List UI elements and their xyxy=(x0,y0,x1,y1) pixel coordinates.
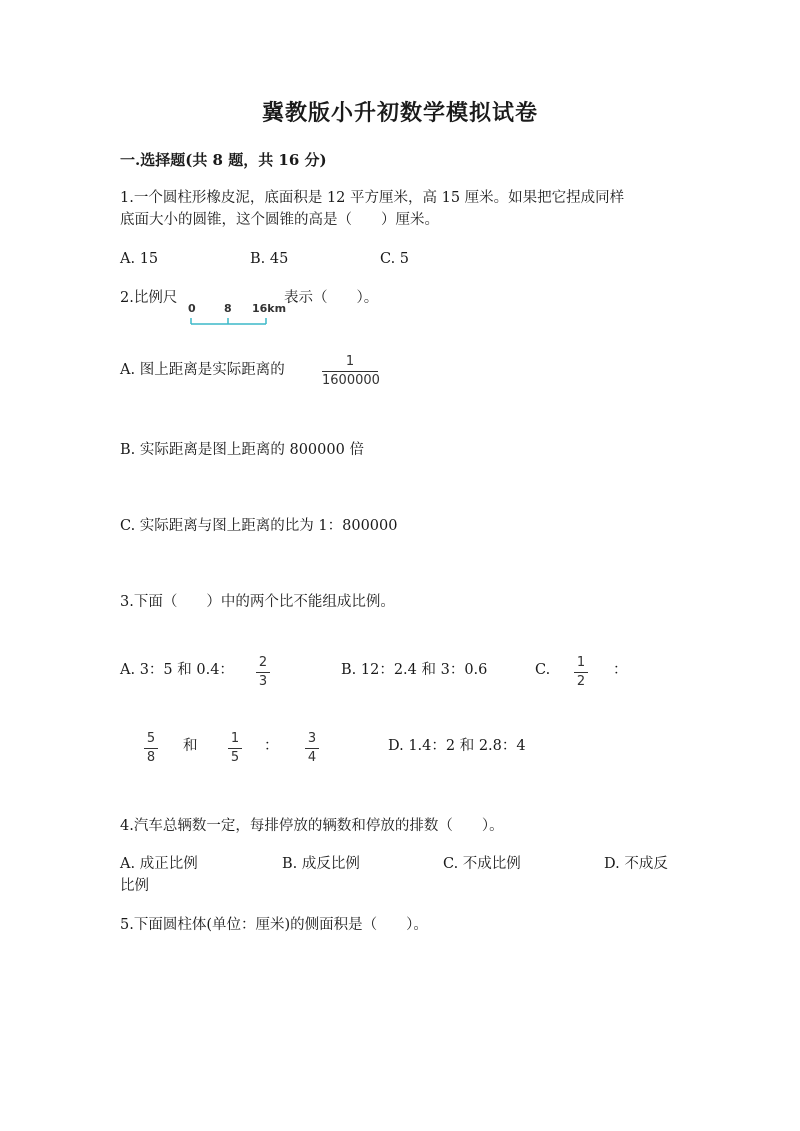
q3-option-c-fraction-1 xyxy=(574,655,588,690)
fraction-denominator: 4 xyxy=(307,750,317,765)
q3-option-a[interactable]: A. 3：5 和 0.4： xyxy=(120,662,234,678)
fraction-denominator: 8 xyxy=(146,750,156,765)
q3-option-a-fraction xyxy=(256,655,270,690)
colon-symbol: ： xyxy=(264,738,279,754)
q2-option-a-fraction xyxy=(322,354,378,389)
colon-symbol: ： xyxy=(613,662,628,678)
q4-option-a[interactable]: A. 成正比例 xyxy=(120,856,198,872)
section-heading: 一.选择题(共 8 题，共 16 分) xyxy=(120,151,327,169)
q2-option-a[interactable]: A. 图上距离是实际距离的 xyxy=(120,362,285,378)
q4-option-b[interactable]: B. 成反比例 xyxy=(282,856,360,872)
q4-option-d[interactable]: D. 不成反 xyxy=(604,856,668,872)
fraction-numerator: 1 xyxy=(345,354,355,369)
q2-option-b[interactable]: B. 实际距离是图上距离的 800000 倍 xyxy=(120,442,364,458)
q3-option-d[interactable]: D. 1.4：2 和 2.8：4 xyxy=(388,738,526,754)
scale-bar-line xyxy=(186,302,286,328)
q3-option-c-fraction-3 xyxy=(228,731,242,766)
q2-stem-suffix: 表示（ ）。 xyxy=(284,290,379,306)
fraction-denominator: 1600000 xyxy=(322,373,380,388)
q3-option-c-fraction-2 xyxy=(144,731,158,766)
page-title: 冀教版小升初数学模拟试卷 xyxy=(261,100,538,126)
q5-stem: 5.下面圆柱体(单位：厘米)的侧面积是（ ）。 xyxy=(120,917,428,933)
q2-option-c[interactable]: C. 实际距离与图上距离的比为 1：800000 xyxy=(120,518,398,534)
q3-stem: 3.下面（ ）中的两个比不能组成比例。 xyxy=(120,594,395,610)
q4-option-c[interactable]: C. 不成比例 xyxy=(443,856,521,872)
q3-option-b[interactable]: B. 12：2.4 和 3：0.6 xyxy=(341,662,488,678)
q4-option-d-continued: 比例 xyxy=(120,878,149,894)
scale-label-0: 0 xyxy=(188,302,196,315)
and-word: 和 xyxy=(183,738,198,754)
scale-label-8: 8 xyxy=(224,302,232,315)
q4-stem: 4.汽车总辆数一定，每排停放的辆数和停放的排数（ ）。 xyxy=(120,818,504,834)
fraction-numerator: 1 xyxy=(230,731,240,746)
fraction-numerator: 3 xyxy=(307,731,317,746)
q1-stem-line1: 1.一个圆柱形橡皮泥，底面积是 12 平方厘米，高 15 厘米。如果把它捏成同样 xyxy=(120,190,625,206)
q1-option-c[interactable]: C. 5 xyxy=(380,251,410,267)
q1-option-a[interactable]: A. 15 xyxy=(120,251,159,267)
scale-label-16km: 16km xyxy=(252,302,287,315)
fraction-denominator: 3 xyxy=(258,674,268,689)
q3-option-c-fraction-4 xyxy=(305,731,319,766)
fraction-numerator: 2 xyxy=(258,655,268,670)
fraction-numerator: 1 xyxy=(576,655,586,670)
q1-option-b[interactable]: B. 45 xyxy=(250,251,289,267)
q1-stem-line2: 底面大小的圆锥，这个圆锥的高是（ ）厘米。 xyxy=(120,212,439,228)
scale-bar-figure xyxy=(186,302,286,328)
q2-stem-prefix: 2.比例尺 xyxy=(120,290,178,306)
fraction-denominator: 2 xyxy=(576,674,586,689)
fraction-numerator: 5 xyxy=(146,731,156,746)
q3-option-c[interactable]: C. xyxy=(535,662,551,678)
fraction-denominator: 5 xyxy=(230,750,240,765)
